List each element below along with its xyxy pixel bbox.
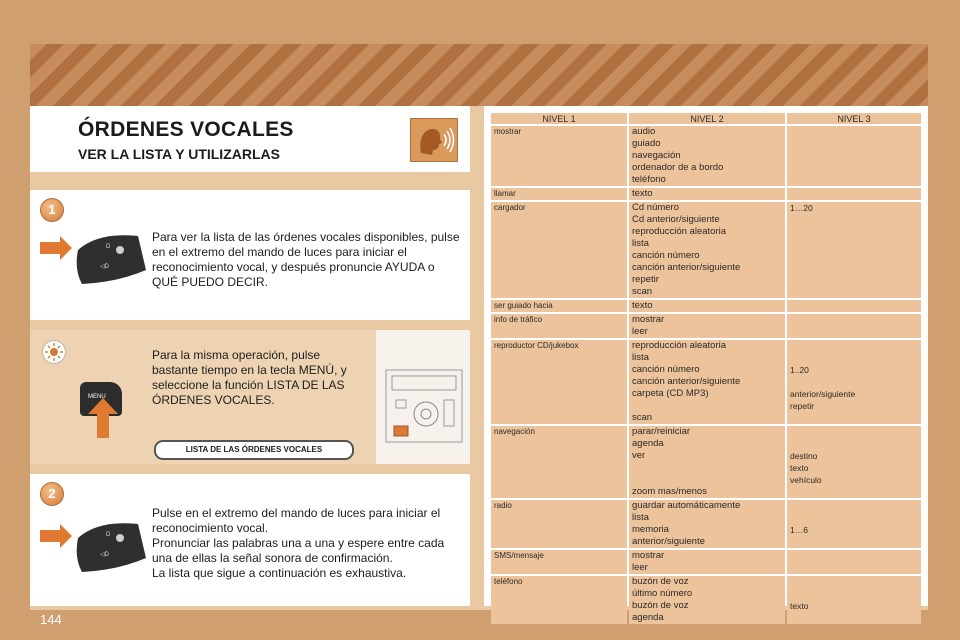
table-cell-line: lista [632,352,649,363]
level-2-cell [629,300,785,312]
step-1-panel [30,190,470,320]
table-row [491,202,921,298]
table-cell-line: scan [632,412,653,423]
level-2-cell [629,126,785,186]
table-cell-line: mostrar [632,314,665,325]
table-cell-line: anterior/siguiente [790,389,856,399]
table-cell-line: vehículo [790,475,822,485]
stalk-control-icon-2 [38,518,148,578]
decorative-banner [30,44,928,106]
table-header-row [491,113,921,124]
step-2-line: Pulse en el extremo del mando de luces para iniciar el [152,506,441,520]
header-level-2: NIVEL 2 [629,113,785,124]
sun-icon [42,340,66,364]
table-cell-line [790,500,918,512]
table-row [491,126,921,186]
table-cell-line [790,352,918,364]
table-cell-line: leer [632,326,648,337]
level-3-cell [787,426,921,498]
level-2-cell [629,576,785,624]
svg-text:D: D [106,532,111,538]
step-2-panel [30,474,470,606]
level-3-cell [787,202,921,298]
table-row [491,300,921,312]
level-1-cell: teléfono [491,576,627,624]
table-cell-line: audio [632,126,656,137]
step-2-badge: 2 [40,482,64,506]
level-3-cell [787,300,921,312]
table-row [491,426,921,498]
table-cell-line: último número [632,588,693,599]
svg-text:D: D [106,244,111,250]
step-2-line: una de ellas la señal sonora de confirmación. [152,551,393,565]
level-1-cell: reproductor CD/jukebox [491,340,627,424]
table-cell-line: repetir [632,274,659,285]
table-cell-line [790,588,918,600]
level-3-cell [787,188,921,200]
level-3-cell [787,126,921,186]
svg-text:◁D: ◁D [100,264,109,270]
table-cell-line [790,438,918,450]
table-cell-line: buzón de voz [632,576,689,587]
menu-key-label: MENU [88,394,106,400]
table-cell-line: anterior/siguiente [632,536,705,547]
table-row [491,576,921,624]
svg-text:◁D: ◁D [100,552,109,558]
table-row [491,500,921,548]
step-1-text: Para ver la lista de las órdenes vocales disponibles, pulse en el extremo del mando de luces para iniciar el reconocimiento vocal, y después pronuncie AYUDA o QUÉ PUEDO DECIR. [152,230,460,289]
table-cell-line: canción número [632,364,700,375]
level-1-cell: mostrar [491,126,627,186]
table-cell-line: mostrar [632,550,665,561]
level-1-cell: ser guiado hacia [491,300,627,312]
level-2-cell [629,426,785,498]
level-2-cell [629,500,785,548]
table-cell-line: leer [632,562,648,573]
level-1-cell: radio [491,500,627,548]
commands-table-panel [484,106,928,623]
table-cell-line: lista [632,238,649,249]
table-cell-line: parar/reiniciar [632,426,691,437]
step-2-line: Pronunciar las palabras una a una y espere entre cada [152,536,445,550]
step-2-line: La lista que sigue a continuación es exhaustiva. [152,566,407,580]
table-cell-line: texto [632,188,653,199]
table-cell-line: scan [632,286,653,297]
level-3-cell [787,340,921,424]
table-cell-line: 1…6 [790,525,808,535]
table-cell-line: repetir [790,401,815,411]
level-1-cell: llamar [491,188,627,200]
page-title: ÓRDENES VOCALES [78,118,294,141]
table-cell-line: canción anterior/siguiente [632,262,741,273]
level-2-cell [629,202,785,298]
table-cell-line [632,474,782,486]
level-3-cell [787,550,921,574]
voice-commands-list-button[interactable]: LISTA DE LAS ÓRDENES VOCALES [154,440,354,460]
table-cell-line [790,576,918,588]
table-cell-line: reproducción aleatoria [632,340,727,351]
table-cell-line: Cd número [632,202,679,213]
step-1-badge: 1 [40,198,64,222]
table-cell-line: canción anterior/siguiente [632,376,741,387]
table-cell-line: zoom mas/menos [632,486,707,497]
table-cell-line: agenda [632,438,664,449]
level-1-cell: cargador [491,202,627,298]
level-1-cell: SMS/mensaje [491,550,627,574]
table-cell-line: lista [632,512,649,523]
stalk-control-icon [38,230,148,290]
header-level-3: NIVEL 3 [787,113,921,124]
table-cell-line: destino [790,451,818,461]
table-cell-line: texto [790,601,809,611]
table-row [491,188,921,200]
table-cell-line: 1..20 [790,365,809,375]
table-cell-line: texto [632,300,653,311]
table-cell-line: ver [632,450,646,461]
table-cell-line [790,340,918,352]
table-cell-line: buzón de voz [632,600,689,611]
voice-commands-table [489,111,923,626]
page-subtitle: VER LA LISTA Y UTILIZARLAS [78,146,280,162]
table-row [491,314,921,338]
level-3-cell [787,314,921,338]
table-cell-line: memoria [632,524,669,535]
table-cell-line: teléfono [632,174,666,185]
menu-step-text: Para la misma operación, pulse bastante tiempo en la tecla MENÚ, y seleccione la función LISTA DE LAS ÓRDENES VOCALES. [152,348,347,407]
radio-unit-icon [376,330,470,464]
table-cell-line [632,400,782,412]
table-cell-line [632,462,782,474]
table-cell-line: navegación [632,150,681,161]
level-3-cell [787,500,921,548]
level-1-cell: info de tráfico [491,314,627,338]
table-cell-line: agenda [632,612,664,623]
level-2-cell [629,340,785,424]
step-2-text [152,506,466,581]
table-cell-line: ordenador de a bordo [632,162,724,173]
level-2-cell [629,188,785,200]
step-2-line: reconocimiento vocal. [152,521,269,535]
table-cell-line: carpeta (CD MP3) [632,388,709,399]
table-cell-line: guardar automáticamente [632,500,741,511]
level-2-cell [629,314,785,338]
table-cell-line: reproducción aleatoria [632,226,727,237]
table-cell-line: Cd anterior/siguiente [632,214,720,225]
level-2-cell [629,550,785,574]
table-cell-line [790,376,918,388]
table-cell-line [790,426,918,438]
table-row [491,340,921,424]
table-cell-line: canción número [632,250,700,261]
table-cell-line [790,512,918,524]
level-1-cell: navegación [491,426,627,498]
up-arrow-icon [88,398,118,438]
level-3-cell [787,576,921,624]
table-cell-line: texto [790,463,809,473]
voice-command-icon [410,118,458,162]
title-panel [30,106,470,172]
table-row [491,550,921,574]
menu-step-panel [30,330,470,464]
page-number: 144 [40,612,62,627]
header-level-1: NIVEL 1 [491,113,627,124]
table-cell-line: guiado [632,138,661,149]
table-cell-line: 1…20 [790,203,813,213]
